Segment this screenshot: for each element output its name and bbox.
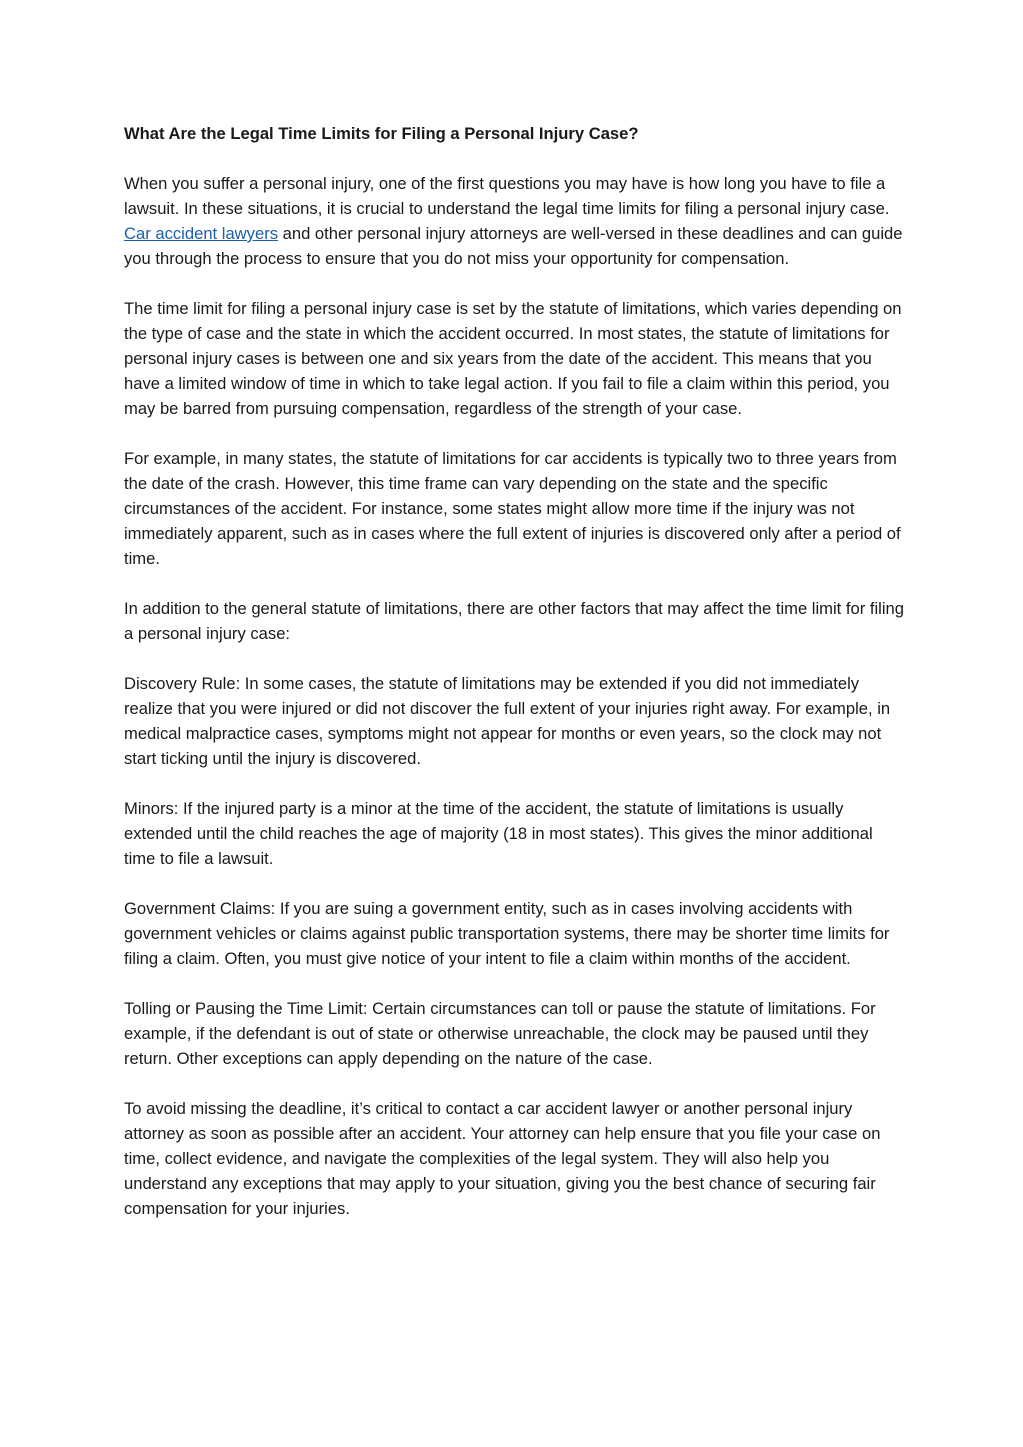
discovery-rule-paragraph: Discovery Rule: In some cases, the statute of limitations may be extended if you did not immediately realize that you were injured or did not discover the full extent of your injuries right away. For example, in medical malpractice cases, symptoms might not appear for months or even years, so the clock may not start ticking until the injury is discovered.: [124, 674, 891, 768]
tolling-paragraph: Tolling or Pausing the Time Limit: Certain circumstances can toll or pause the statute of limitations. For example, if the defendant is out of state or otherwise unreachable, the clock may be paused until they return. Other exceptions can apply depending on the nature of the case.: [124, 999, 876, 1068]
document-title: What Are the Legal Time Limits for Filing a Personal Injury Case?: [124, 124, 639, 143]
document-page: [124, 121, 904, 1246]
minors-paragraph: Minors: If the injured party is a minor at the time of the accident, the statute of limitations is usually extended until the child reaches the age of majority (18 in most states). This gives the minor additional time to file a lawsuit.: [124, 799, 873, 868]
intro-text-before-link: When you suffer a personal injury, one of the first questions you may have is how long you have to file a lawsuit. In these situations, it is crucial to understand the legal time limits for filing a personal injury case.: [124, 174, 890, 218]
government-claims-paragraph: Government Claims: If you are suing a government entity, such as in cases involving accidents with government vehicles or claims against public transportation systems, there may be shorter time limits for filing a claim. Often, you must give notice of your intent to file a claim within months of the accident.: [124, 899, 890, 968]
intro-text-after-link: and other personal injury attorneys are well-versed in these deadlines and can guide you through the process to ensure that you do not miss your opportunity for compensation.: [124, 224, 903, 268]
car-accident-lawyers-link[interactable]: Car accident lawyers: [124, 224, 279, 243]
intro-paragraph: [124, 171, 904, 271]
other-factors-paragraph: In addition to the general statute of limitations, there are other factors that may affect the time limit for filing a personal injury case:: [124, 599, 904, 643]
conclusion-paragraph: To avoid missing the deadline, it’s critical to contact a car accident lawyer or another personal injury attorney as soon as possible after an accident. Your attorney can help ensure that you file your case on time, collect evidence, and navigate the complexities of the legal system. They will also help you understand any exceptions that may apply to your situation, giving you the best chance of securing fair compensation for your injuries.: [124, 1099, 881, 1218]
car-accident-example-paragraph: For example, in many states, the statute of limitations for car accidents is typically two to three years from the date of the crash. However, this time frame can vary depending on the state and the specific circumstances of the accident. For instance, some states might allow more time if the injury was not immediately apparent, such as in cases where the full extent of injuries is discovered only after a period of time.: [124, 449, 901, 568]
statute-overview-paragraph: The time limit for filing a personal injury case is set by the statute of limitations, which varies depending on the type of case and the state in which the accident occurred. In most states, the statute of limitations for personal injury cases is between one and six years from the date of the accident. This means that you have a limited window of time in which to take legal action. If you fail to file a claim within this period, you may be barred from pursuing compensation, regardless of the strength of your case.: [124, 299, 902, 418]
